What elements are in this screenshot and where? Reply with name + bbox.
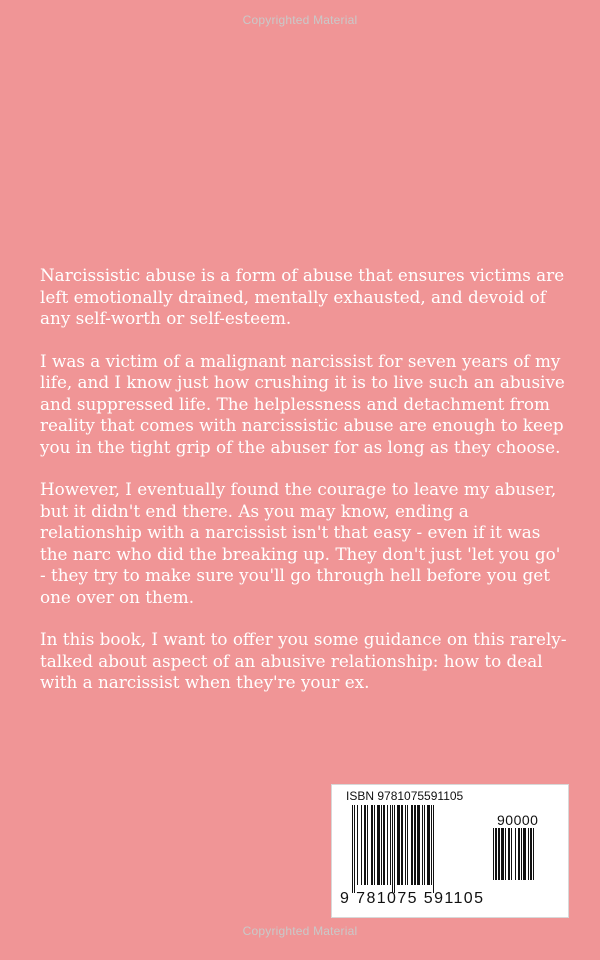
back-cover-blurb bbox=[40, 265, 570, 715]
barcode-bar bbox=[523, 828, 526, 880]
blurb-paragraph-2: I was a victim of a malignant narcissist for seven years of my life, and I know just how crushing it is to live such an abusive and suppressed life. The helplessness and detachment from reality that comes with narcissistic abuse are enough to keep you in the tight grip of the abuser for as long as they choose. bbox=[40, 350, 565, 457]
barcode-bar bbox=[505, 828, 506, 880]
barcode-bar bbox=[518, 828, 520, 880]
barcode-bar bbox=[528, 828, 529, 880]
price-addon-barcode-bars bbox=[493, 828, 559, 880]
barcode-bar bbox=[405, 805, 406, 885]
barcode-bar bbox=[427, 805, 430, 885]
barcode-bar bbox=[515, 828, 516, 880]
barcode-bar bbox=[411, 805, 413, 885]
blurb-paragraph-3: However, I eventually found the courage to leave my abuser, but it didn't end there. As you may know, ending a relationship with a narcissist isn't that easy - even if it was the narc who did the breaking up. They don't just 'let you go' - they try to make sure you'll go through hell before you get one over on them. bbox=[40, 479, 561, 607]
barcode-bar bbox=[533, 828, 534, 880]
barcode-bar bbox=[371, 805, 373, 885]
barcode-bar bbox=[390, 805, 391, 885]
barcode-bar bbox=[493, 828, 494, 880]
ean13-barcode-bars bbox=[352, 805, 492, 893]
copyright-watermark-bottom: Copyrighted Material bbox=[242, 924, 358, 938]
isbn-label: ISBN 9781075591105 bbox=[346, 789, 464, 803]
isbn-barcode-box bbox=[331, 784, 569, 918]
barcode-bar bbox=[374, 805, 375, 885]
barcode-bar bbox=[495, 828, 497, 880]
barcode-bar bbox=[387, 805, 388, 885]
barcode-bar bbox=[414, 805, 416, 885]
barcode-bar bbox=[367, 805, 368, 885]
barcode-bar bbox=[530, 828, 532, 880]
barcode-bar bbox=[354, 805, 355, 893]
barcode-bar bbox=[364, 805, 366, 885]
ean-digits: 9 781075 591105 bbox=[340, 890, 485, 907]
barcode-bar bbox=[508, 828, 510, 880]
barcode-bar bbox=[431, 805, 432, 885]
barcode-bar bbox=[357, 805, 358, 885]
barcode-bar bbox=[383, 805, 385, 885]
barcode-bar bbox=[401, 805, 403, 885]
barcode-bar bbox=[501, 828, 504, 880]
barcode-bar bbox=[381, 805, 382, 885]
copyright-watermark-top: Copyrighted Material bbox=[242, 13, 358, 27]
barcode-bar bbox=[511, 828, 512, 880]
barcode-bar bbox=[424, 805, 425, 885]
blurb-paragraph-4: In this book, I want to offer you some guidance on this rarely-talked about aspect of an abusive relationship: how to deal with a narcissist when they're your ex. bbox=[40, 629, 567, 692]
barcode-bar bbox=[433, 805, 434, 893]
barcode-bar bbox=[521, 828, 522, 880]
barcode-bar bbox=[407, 805, 408, 885]
barcode-bar bbox=[397, 805, 400, 885]
barcode-bar bbox=[394, 805, 395, 893]
barcode-bar bbox=[422, 805, 423, 885]
barcode-bar bbox=[392, 805, 393, 893]
barcode-bar bbox=[377, 805, 380, 885]
barcode-bar bbox=[417, 805, 420, 885]
barcode-bar bbox=[361, 805, 362, 885]
barcode-bar bbox=[352, 805, 353, 893]
barcode-bar bbox=[498, 828, 500, 880]
price-code: 90000 bbox=[497, 812, 539, 828]
blurb-paragraph-1: Narcissistic abuse is a form of abuse that ensures victims are left emotionally drained, mentally exhausted, and devoid of any self-worth or self-esteem. bbox=[40, 265, 565, 328]
